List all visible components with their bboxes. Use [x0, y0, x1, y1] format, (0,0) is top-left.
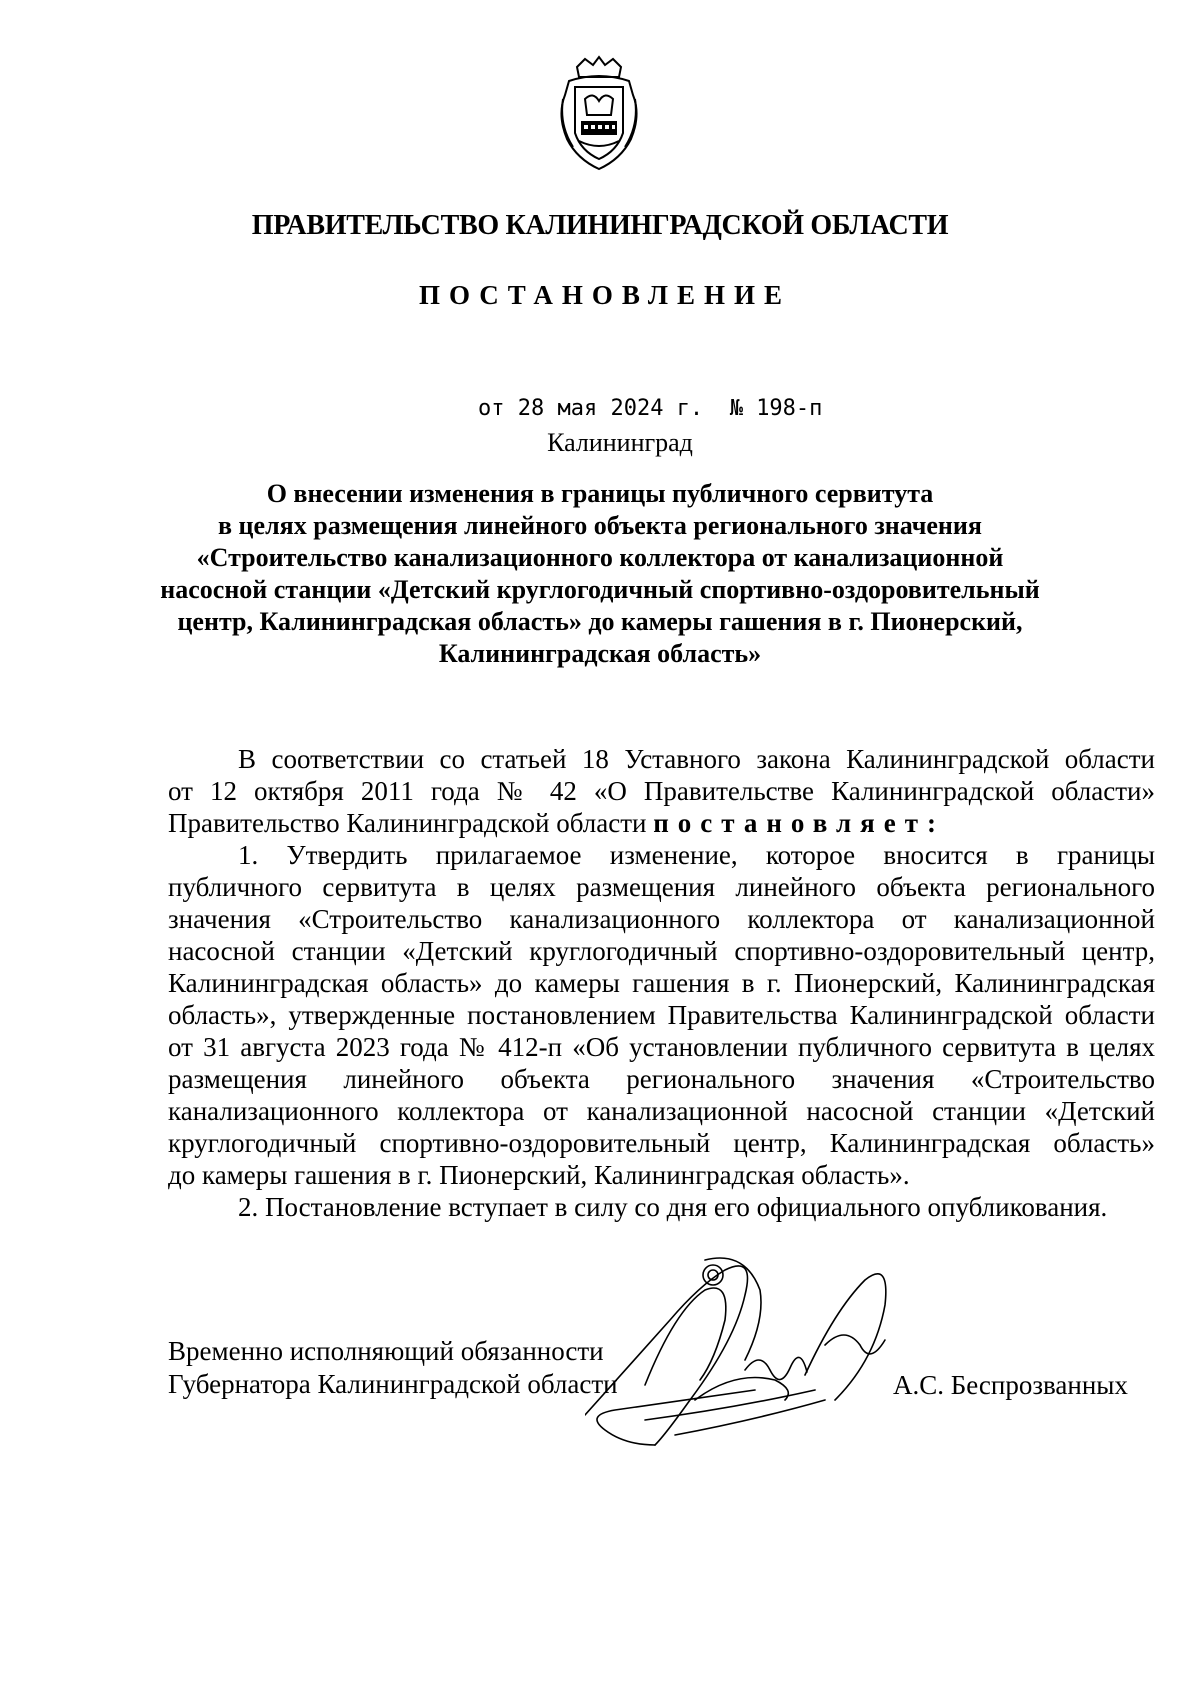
item1-line: до камеры гашения в г. Пионерский, Калининградская область». [168, 1160, 910, 1190]
item1-line: круглогодичный спортивно-оздоровительный центр, Калининградская область» [168, 1128, 1155, 1158]
item1-line: размещения линейного объекта регионального значения «Строительство [168, 1064, 1155, 1094]
document-type: ПОСТАНОВЛЕНИЕ [418, 280, 792, 310]
item1-line: публичного сервитута в целях размещения линейного объекта регионального [168, 872, 1155, 902]
item1-line: Калининградская область» до камеры гашения в г. Пионерский, Калининградская [168, 968, 1155, 998]
title-line: в целях размещения линейного объекта регионального значения [218, 511, 982, 540]
preamble-line: от 12 октября 2011 года № 42 «О Правительстве Калининградской области» [168, 776, 1155, 806]
resolves-word: постановляет: [653, 808, 945, 838]
item1-line: от 31 августа 2023 года № 412-п «Об установлении публичного сервитута в целях [168, 1032, 1155, 1062]
title-line: насосной станции «Детский круглогодичный спортивно-оздоровительный [160, 575, 1040, 604]
date-prefix: от [478, 396, 505, 421]
organization-name: ПРАВИТЕЛЬСТВО КАЛИНИНГРАДСКОЙ ОБЛАСТИ [251, 210, 949, 241]
number-sign: № [729, 396, 743, 421]
date-number-line [478, 396, 822, 421]
signatory-position [168, 1335, 618, 1401]
signatory-position-line: Временно исполняющий обязанности [168, 1336, 604, 1366]
title-line: Калининградская область» [438, 639, 762, 668]
preamble-text: Правительство Калининградской области [168, 808, 647, 838]
coat-of-arms-emblem [555, 55, 643, 173]
signatory-name: А.С. Беспрозванных [893, 1370, 1128, 1400]
item1-line: область», утвержденные постановлением Правительства Калининградской области [168, 1000, 1155, 1030]
document-number: 198-п [756, 396, 823, 421]
preamble-line [168, 807, 1155, 839]
city-name: Калининград [547, 428, 693, 457]
handwritten-signature [585, 1250, 915, 1450]
item1-line: канализационного коллектора от канализационной насосной станции «Детский [168, 1096, 1155, 1126]
document-date: 28 мая 2024 г. [517, 396, 704, 421]
item2-line: 2. Постановление вступает в силу со дня его официального опубликования. [238, 1192, 1108, 1222]
document-body [168, 743, 1155, 1223]
preamble-line: В соответствии со статьей 18 Уставного закона Калининградской области [238, 744, 1155, 774]
title-line: О внесении изменения в границы публичного сервитута [266, 479, 934, 508]
item1-line: насосной станции «Детский круглогодичный спортивно-оздоровительный центр, [168, 936, 1155, 966]
item1-line: значения «Строительство канализационного коллектора от канализационной [168, 904, 1155, 934]
item1-line: 1. Утвердить прилагаемое изменение, которое вносится в границы [238, 840, 1155, 870]
title-line: «Строительство канализационного коллектора от канализационной [196, 543, 1004, 572]
document-title [150, 478, 1050, 670]
signatory-position-line: Губернатора Калининградской области [168, 1369, 618, 1399]
title-line: центр, Калининградская область» до камеры гашения в г. Пионерский, [177, 607, 1023, 636]
